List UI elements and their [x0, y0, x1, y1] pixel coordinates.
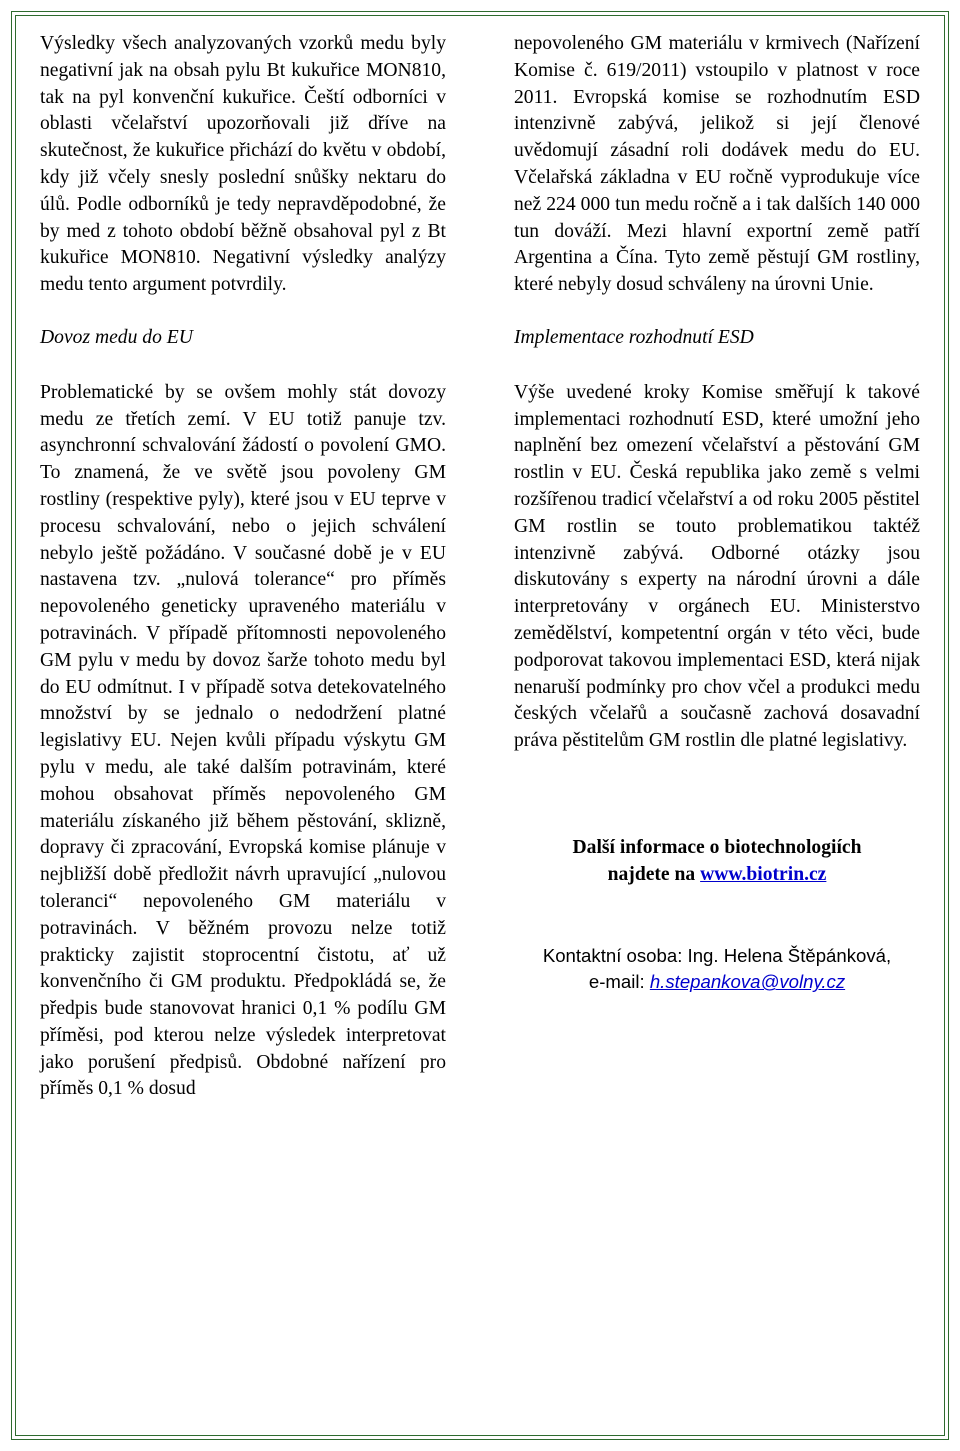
continued-paragraph: nepovoleného GM materiálu v krmivech (Nařízení Komise č. 619/2011) vstoupilo v platnost v roce 2011. Evropská komise se rozhodnutím ESD intenzivně zabývá, jelikož si její členové uvědomují zásadní roli dodávek medu do EU. Včelařská základna v EU ročně vyprodukuje více než 224 000 tun medu ročně a i tak dalších 140 000 tun dováží. Mezi hlavní exportní země patří Argentina a Čína. Tyto země pěstují GM rostliny, které nebyly dosud schváleny na úrovni Unie. — [514, 33, 920, 296]
intro-paragraph: Výsledky všech analyzovaných vzorků medu byly negativní jak na obsah pylu Bt kukuřice MON810, tak na pyl konvenční kukuřice. Čeští odborníci v oblasti včelařství upozorňovali již dříve na skutečnost, že kukuřice přichází do květu v období, kdy již včely snesly poslední snůšky nektaru do úlů. Podle odborníků je tedy nepravděpodobné, že by med z tohoto období běžně obsahoval pyl z Bt kukuřice MON810. Negativní výsledky analýzy medu tento argument potvrdily. — [40, 33, 446, 296]
contact-person: Kontaktní osoba: Ing. Helena Štěpánková, — [542, 944, 892, 966]
section-heading-honey-import: Dovoz medu do EU — [40, 326, 193, 348]
more-info-block — [514, 835, 920, 889]
honey-import-paragraph: Problematické by se ovšem mohly stát dovozy medu ze třetích zemí. V EU totiž panuje tzv. asynchronní schvalování žádostí o povolení GMO. To znamená, že ve světě jsou povoleny GM rostliny (respektive pyly), které jsou v EU teprve v procesu schvalování, nebo o jejich schválení nebylo ještě požádáno. V současné době je v EU nastavena tzv. „nulová tolerance“ pro příměs nepovoleného geneticky upraveného materiálu v potravinách. V případě přítomnosti nepovoleného GM pylu v medu by dovoz šarže tohoto medu byl do EU odmítnut. I v případě sotva detekovatelného množství by se jednalo o nedodržení platné legislativy EU. Nejen kvůli případu výskytu GM pylu v medu, ale také dalším potravinám, které mohou obsahovat příměs nepovoleného GM materiálu získaného již během pěstování, sklizně, dopravy či zpracování, Evropská komise plánuje v nejbližší době předložit návrh upravující „nulovou toleranci“ nepovoleného GM materiálu v potravinách. V běžném provozu nelze totiž prakticky zajistit stoprocentní čistotu, ať už konvenčního či GM produktu. Předpokládá se, že předpis bude stanovovat hranici 0,1 % podílu GM příměsi, pod kterou nelze výsledek interpretovat jako porušení předpisů. Obdobné nařízení pro příměs 0,1 % dosud — [40, 381, 446, 1100]
email-prefix: e-mail: — [588, 971, 650, 993]
contact-block — [514, 943, 920, 997]
email-link[interactable]: h.stepankova@volny.cz — [649, 971, 846, 993]
biotrin-link[interactable]: www.biotrin.cz — [700, 863, 827, 885]
more-info-line: Další informace o biotechnologiích — [572, 836, 862, 858]
right-column — [514, 31, 920, 996]
left-column — [40, 31, 446, 1103]
esd-implementation-paragraph: Výše uvedené kroky Komise směřují k takové implementaci rozhodnutí ESD, které umožní jeho naplnění bez omezení včelařství a pěstování GM rostlin v EU. Česká republika jako země s velmi rozšířenou tradicí včelařství a od roku 2005 pěstitel GM rostlin se touto problematikou taktéž intenzivně zabývá. Odborné otázky jsou diskutovány s experty na národní úrovni a dále interpretovány v orgánech EU. Ministerstvo zemědělství, kompetentní orgán v této věci, bude podporovat takovou implementaci ESD, která nijak nenaruší podmínky pro chov včel a produkci medu českých včelařů a současně zachová dosavadní práva pěstitelům GM rostlin dle platné legislativy. — [514, 381, 920, 752]
more-info-prefix: najdete na — [607, 863, 701, 885]
section-heading-esd-implementation: Implementace rozhodnutí ESD — [514, 326, 754, 348]
